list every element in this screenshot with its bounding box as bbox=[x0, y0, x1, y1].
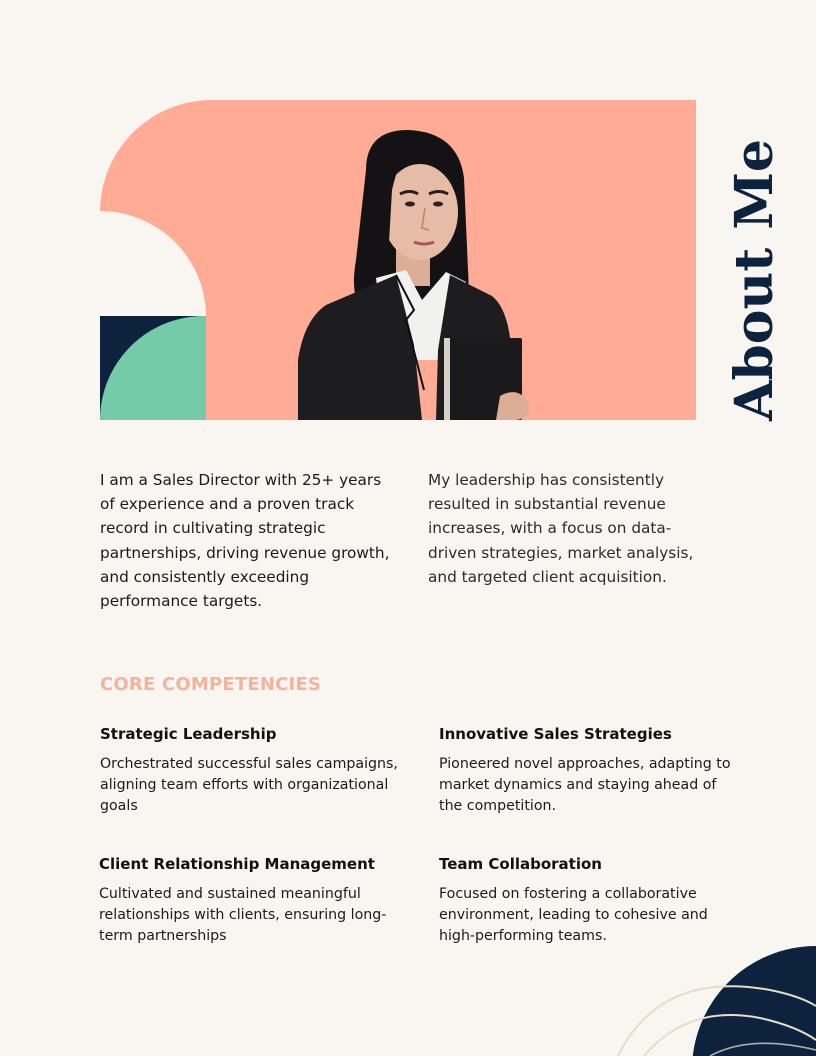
competency-client-relationship bbox=[99, 854, 399, 947]
competency-strategic-leadership bbox=[100, 724, 400, 817]
hero-banner bbox=[100, 100, 696, 420]
competencies-heading: CORE COMPETENCIES bbox=[100, 674, 322, 695]
competency-body: Cultivated and sustained meaningful relationships with clients, ensuring long-term partnerships bbox=[99, 886, 387, 944]
competency-title: Client Relationship Management bbox=[99, 855, 375, 873]
intro-left-paragraph: I am a Sales Director with 25+ years of experience and a proven track record in cultivating strategic partnerships, driving revenue growth, and consistently exceeding performance targets. bbox=[100, 471, 390, 611]
competency-title: Innovative Sales Strategies bbox=[439, 725, 672, 743]
portrait-photo bbox=[296, 130, 536, 420]
competency-body: Pioneered novel approaches, adapting to market dynamics and staying ahead of the competition. bbox=[439, 756, 731, 814]
decor-corner-circle bbox=[600, 930, 816, 1056]
competency-title: Strategic Leadership bbox=[100, 725, 277, 743]
intro-right-paragraph: My leadership has consistently resulted in substantial revenue increases, with a focus on data-driven strategies, market analysis, and targeted client acquisition. bbox=[428, 471, 694, 586]
page-title: About Me bbox=[724, 139, 785, 421]
competency-body: Orchestrated successful sales campaigns, aligning team efforts with organizational goals bbox=[100, 756, 398, 814]
competency-body: Focused on fostering a collaborative environment, leading to cohesive and high-performing teams. bbox=[439, 886, 708, 944]
decor-cream-quarter bbox=[100, 211, 206, 317]
competency-innovative-sales bbox=[439, 724, 739, 817]
competency-title: Team Collaboration bbox=[439, 855, 602, 873]
